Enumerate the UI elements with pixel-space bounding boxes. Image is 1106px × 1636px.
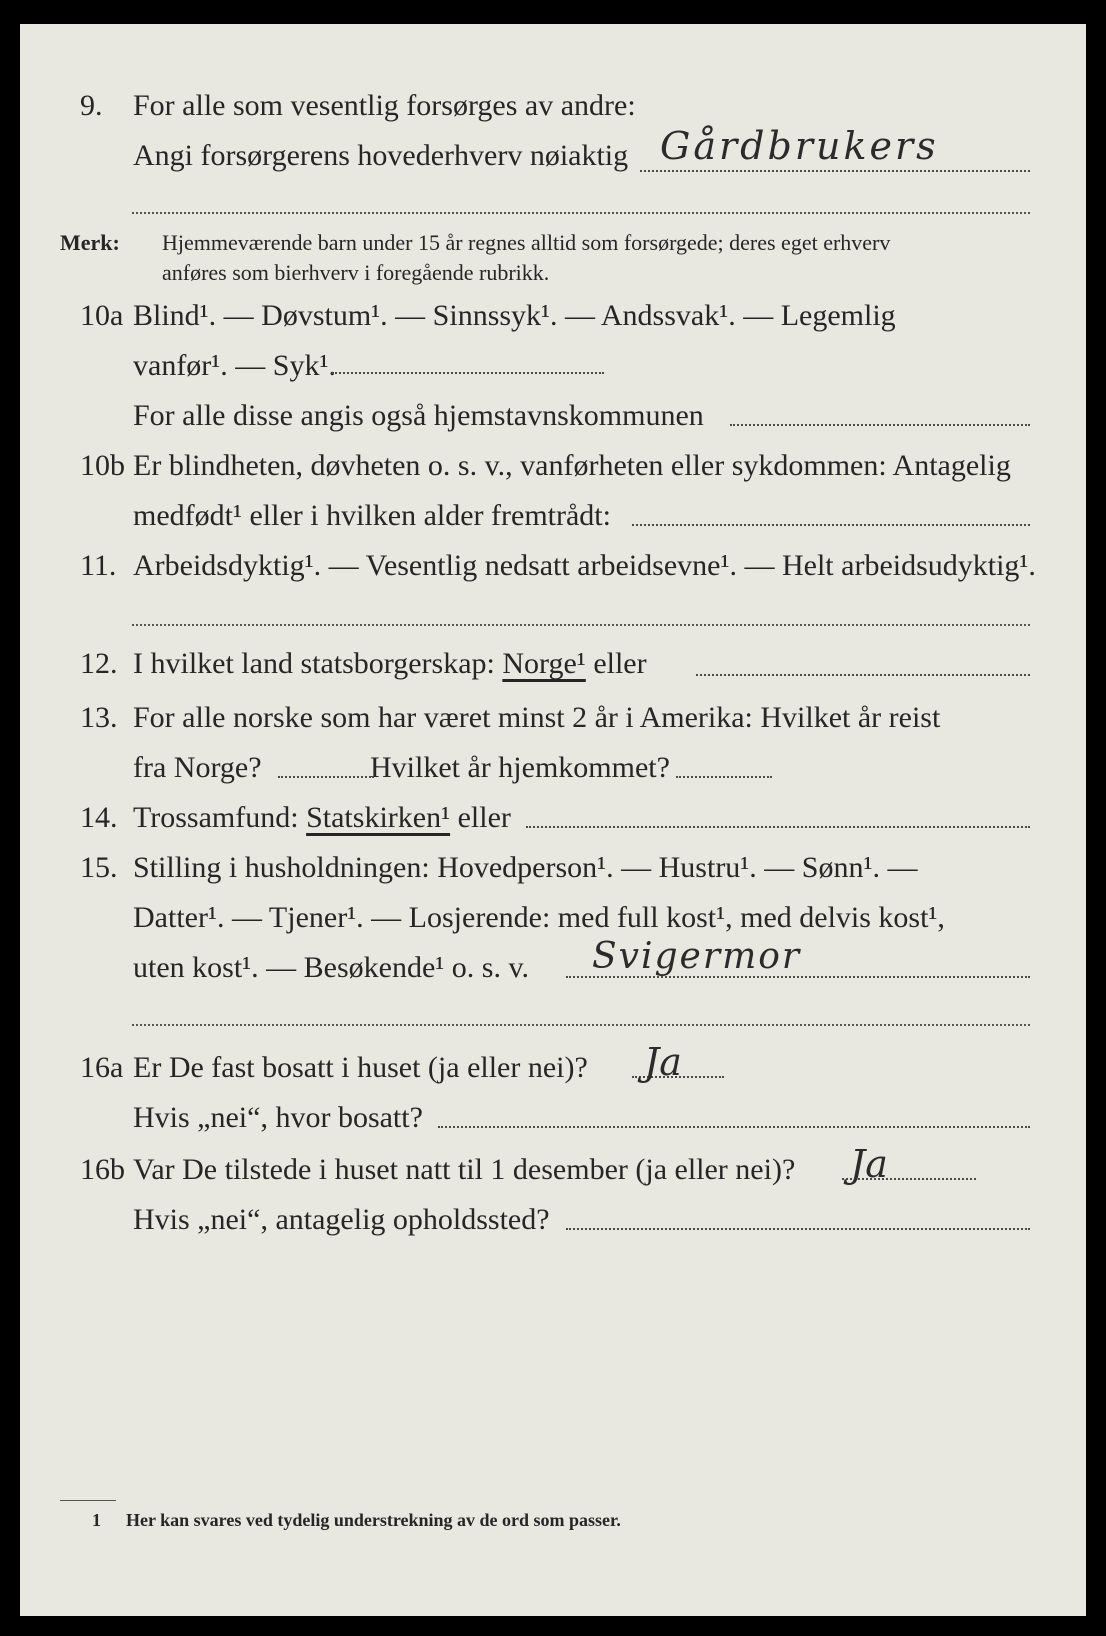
q10a-number: 10a — [80, 299, 124, 332]
separator-rule-1 — [132, 212, 1030, 214]
q11-number: 11. — [80, 549, 117, 582]
q9-answer-line[interactable] — [640, 170, 1030, 172]
q15-number: 15. — [80, 851, 118, 884]
q12-number: 12. — [80, 647, 118, 680]
q15-line-2: Datter¹. — Tjener¹. — Losjerende: med full kost¹, med delvis kost¹, — [133, 901, 945, 934]
q16b-number: 16b — [80, 1153, 125, 1186]
q12-text — [133, 646, 647, 682]
footnote-mark: 1 — [92, 1510, 101, 1530]
q14-text-a: Trossamfund: — [133, 801, 299, 834]
q14-text — [133, 800, 511, 836]
q13-line-2a: fra Norge? — [133, 751, 262, 784]
q12-text-a: I hvilket land statsborgerskap: — [133, 647, 495, 680]
q14-number: 14. — [80, 801, 118, 834]
footnote-rule — [60, 1500, 116, 1501]
merk-label: Merk: — [60, 230, 120, 255]
q10a-syk-line[interactable] — [332, 372, 604, 374]
merk-line-2: anføres som bierhverv i foregående rubrikk. — [162, 260, 550, 285]
q9-number: 9. — [80, 89, 103, 122]
q15-line-1: Stilling i husholdningen: Hovedperson¹. — Hustru¹. — Sønn¹. — — [133, 851, 918, 884]
q16b-opholdssted-line[interactable] — [566, 1228, 1030, 1230]
q12-text-b: eller — [593, 647, 647, 680]
q14-text-b: eller — [457, 801, 511, 834]
q16b-handwritten-answer: Ja — [850, 1142, 888, 1186]
q16a-line-2: Hvis „nei“, hvor bosatt? — [133, 1101, 423, 1134]
q14-answer-line[interactable] — [526, 826, 1030, 828]
q16a-number: 16a — [80, 1051, 124, 1084]
q11-line-1: Arbeidsdyktig¹. — Vesentlig nedsatt arbeidsevne¹. — Helt arbeidsudyktig¹. — [133, 549, 1036, 582]
q13-hjemkommet-line[interactable] — [676, 776, 772, 778]
q15-handwritten-answer: Svigermor — [592, 936, 802, 977]
separator-rule-3 — [132, 1024, 1030, 1026]
q10a-hjemstavn-line[interactable] — [730, 424, 1030, 426]
q16a-line-1: Er De fast bosatt i huset (ja eller nei)? — [133, 1051, 588, 1084]
q12-norge-underlined: Norge¹ — [502, 647, 586, 680]
q10b-line-2: medfødt¹ eller i hvilken alder fremtrådt: — [133, 499, 611, 532]
merk-line-1: Hjemmeværende barn under 15 år regnes alltid som forsørgede; deres eget erhverv — [162, 230, 891, 255]
q16a-bosatt-line[interactable] — [438, 1126, 1030, 1128]
census-form-page — [20, 24, 1086, 1616]
q9-line-2: Angi forsørgerens hovederhverv nøiaktig — [133, 139, 629, 172]
q9-handwritten-answer: Gårdbrukers — [660, 124, 939, 168]
q12-answer-line[interactable] — [696, 674, 1030, 676]
q10b-line-1: Er blindheten, døvheten o. s. v., vanførheten eller sykdommen: Antagelig — [133, 449, 1011, 482]
q10a-line-1: Blind¹. — Døvstum¹. — Sinnssyk¹. — Andssvak¹. — Legemlig — [133, 299, 896, 332]
q16a-handwritten-answer: Ja — [644, 1040, 682, 1084]
q13-number: 13. — [80, 701, 118, 734]
footnote-text: Her kan svares ved tydelig understrekning av de ord som passer. — [126, 1510, 621, 1530]
q13-reist-line[interactable] — [278, 776, 374, 778]
separator-rule-2 — [132, 624, 1030, 626]
q9-line-1: For alle som vesentlig forsørges av andre: — [133, 89, 636, 122]
q16b-line-2: Hvis „nei“, antagelig opholdssted? — [133, 1203, 550, 1236]
q15-line-3: uten kost¹. — Besøkende¹ o. s. v. — [133, 951, 530, 984]
q13-line-2b: Hvilket år hjemkommet? — [370, 751, 670, 784]
q14-statskirken-underlined: Statskirken¹ — [306, 801, 451, 834]
q10a-line-2: vanfør¹. — Syk¹. — [133, 349, 336, 382]
q16b-line-1: Var De tilstede i huset natt til 1 desember (ja eller nei)? — [133, 1153, 796, 1186]
q10b-number: 10b — [80, 449, 125, 482]
q13-line-1: For alle norske som har været minst 2 år i Amerika: Hvilket år reist — [133, 701, 941, 734]
q10a-line-3: For alle disse angis også hjemstavnskommunen — [133, 399, 704, 432]
q10b-answer-line[interactable] — [632, 524, 1030, 526]
